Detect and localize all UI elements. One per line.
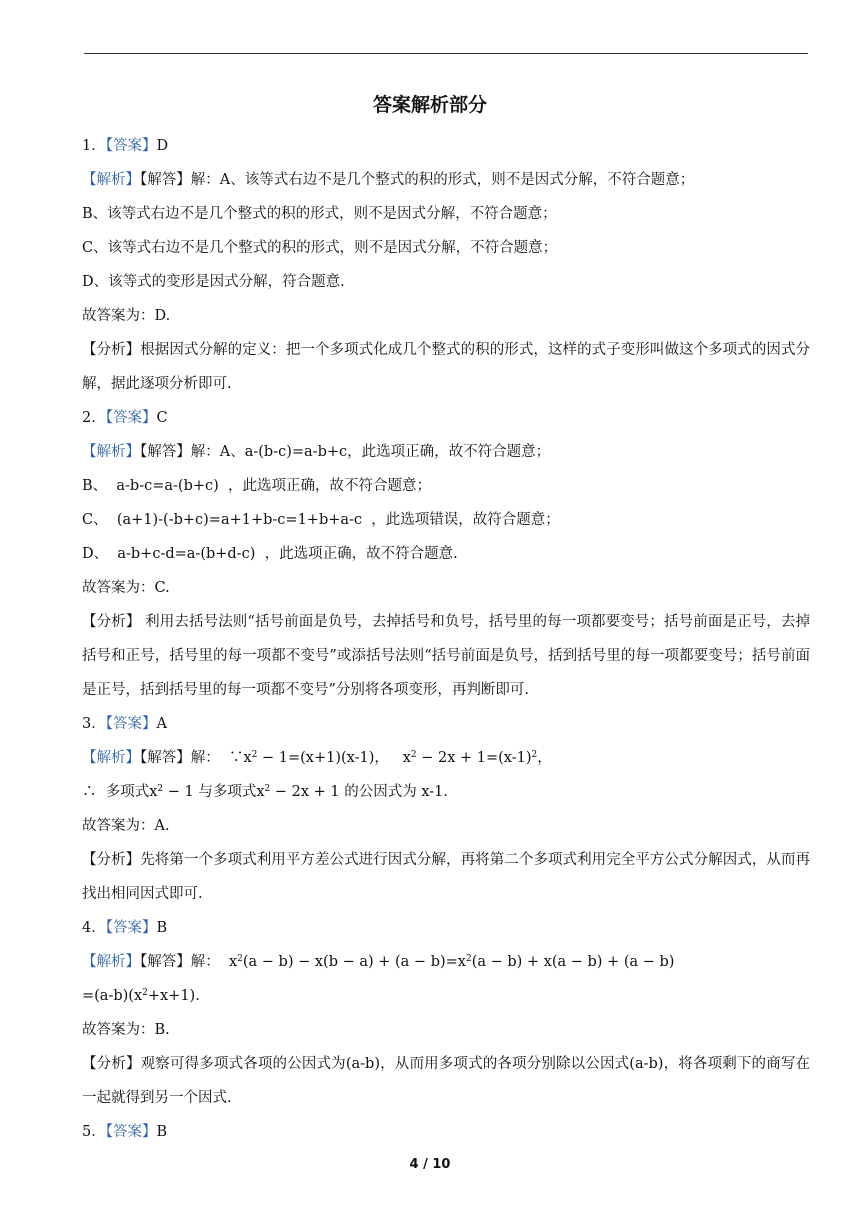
q1-analysis-text: 根据因式分解的定义：把一个多项式化成几个整式的积的形式，这样的式子变形叫做这个多项式的因式分解，据此逐项分析即可. [82, 342, 811, 392]
q3-line-2 [82, 775, 810, 809]
q1-line-1: 解：A、该等式右边不是几个整式的积的形式，则不是因式分解，不符合题意； [190, 172, 695, 188]
q2-solution-line [82, 435, 810, 469]
q3-formula-1d: ， [537, 750, 552, 766]
q5-number: 5． [82, 1124, 106, 1140]
answer-tag: 【答案】 [105, 1124, 157, 1140]
exponent: 2 [142, 988, 148, 998]
q2-line-3: C、 (a+1)-(-b+c)=a+1+b-c=1+b+a-c ，此选项错误，故符合题意； [82, 512, 560, 528]
q4-formula-1c: (a − b) + x(a − b) + (a − b) [471, 954, 675, 970]
q1-solution-line [82, 163, 810, 197]
fenxi-tag: 【分析】 [82, 1056, 141, 1072]
answer-tag: 【答案】 [105, 138, 157, 154]
exponent: 2 [237, 954, 243, 964]
q2-line-4: D、 a-b+c-d=a-(b+d-c) ，此选项正确，故不符合题意. [82, 546, 458, 562]
q4-solution-line [82, 945, 810, 979]
q4-line-3: 故答案为：B. [82, 1022, 170, 1038]
fenxi-tag: 【分析】 [82, 342, 141, 358]
answer-tag: 【答案】 [105, 920, 157, 936]
jiexi-tag: 【解析】 [82, 750, 140, 766]
q5-answer-line [82, 1115, 810, 1149]
jieda-tag: 【解答】 [140, 172, 191, 188]
exponent: 2 [157, 784, 164, 794]
q2-analysis-text: 利用去括号法则“括号前面是负号，去掉括号和负号，括号里的每一项都要变号；括号前面是正号，去掉括号和正号，括号里的每一项都不变号”或添括号法则“括号前面是负号，括到括号里的每一项都要变号；括号前面是正号，括到括号里的每一项都不变号”分别将各项变形，再判断即可. [82, 614, 810, 698]
q3-answer-line [82, 707, 810, 741]
q1-answer: D [156, 138, 169, 154]
answer-content [82, 129, 810, 1149]
q2-line-5: 故答案为：C. [82, 580, 170, 596]
q1-analysis [82, 333, 810, 401]
jiexi-tag: 【解析】 [82, 172, 140, 188]
q3-formula-1a: 解： ∵x [190, 750, 252, 766]
q4-analysis-text: 观察可得多项式各项的公因式为(a-b)，从而用多项式的各项分别除以公因式(a-b)，将各项剩下的商写在一起就得到另一个因式. [82, 1056, 811, 1106]
q5-answer: B [156, 1124, 168, 1140]
jieda-tag: 【解答】 [140, 750, 191, 766]
q2-answer-line [82, 401, 810, 435]
q3-number: 3． [82, 716, 106, 732]
q3-analysis [82, 843, 810, 911]
q2-answer: C [156, 410, 168, 426]
q3-formula-1c: − 2x + 1=(x-1) [416, 750, 532, 766]
jiexi-tag: 【解析】 [82, 444, 140, 460]
jieda-tag: 【解答】 [140, 444, 191, 460]
q4-line-2 [82, 979, 810, 1013]
page-title: 答案解析部分 [372, 94, 487, 116]
jieda-tag: 【解答】 [140, 954, 191, 970]
q2-line-1: 解：A、a-(b-c)=a-b+c，此选项正确，故不符合题意； [190, 444, 551, 460]
q3-formula-2b: − 1 与多项式x [163, 784, 265, 800]
q3-answer: A [156, 716, 167, 732]
q1-line-3: C、该等式右边不是几个整式的积的形式，则不是因式分解，不符合题意； [82, 240, 558, 256]
q2-number: 2． [82, 410, 106, 426]
answer-tag: 【答案】 [105, 410, 157, 426]
q3-formula-1b: − 1=(x+1)(x-1)， x [257, 750, 411, 766]
header-rule [84, 53, 808, 54]
q2-line-2: B、 a-b-c=a-(b+c) ，此选项正确，故不符合题意； [82, 478, 431, 494]
answer-tag: 【答案】 [105, 716, 157, 732]
exponent: 2 [410, 750, 417, 760]
q4-formula-2a: =(a-b)(x [82, 988, 143, 1004]
exponent: 2 [465, 954, 472, 964]
q4-answer-line [82, 911, 810, 945]
exponent: 2 [531, 750, 538, 760]
q3-solution-line [82, 741, 810, 775]
jiexi-tag: 【解析】 [82, 954, 140, 970]
q3-line-3: 故答案为：A. [82, 818, 170, 834]
q4-formula-1a: 解： x [190, 954, 238, 970]
q4-analysis [82, 1047, 810, 1115]
fenxi-tag: 【分析】 [82, 852, 141, 868]
q3-formula-2a: ∴ 多项式x [82, 784, 158, 800]
exponent: 2 [251, 750, 258, 760]
q4-answer: B [156, 920, 168, 936]
q2-analysis [82, 605, 810, 707]
q4-number: 4． [82, 920, 106, 936]
q4-formula-1b: (a − b) − x(b − a) + (a − b)=x [242, 954, 466, 970]
q1-answer-line [82, 129, 810, 163]
q3-formula-2c: − 2x + 1 的公因式为 x-1. [270, 784, 449, 800]
q4-formula-2b: +x+1). [147, 988, 200, 1004]
page-number: 4 / 10 [409, 1157, 451, 1172]
q1-line-5: 故答案为：D. [82, 308, 171, 324]
exponent: 2 [264, 784, 271, 794]
q3-analysis-text: 先将第一个多项式利用平方差公式进行因式分解，再将第二个多项式利用完全平方公式分解因式，从而再找出相同因式即可. [82, 852, 811, 902]
fenxi-tag: 【分析】 [82, 614, 141, 630]
q1-number: 1． [82, 138, 106, 154]
q1-line-4: D、该等式的变形是因式分解，符合题意. [82, 274, 345, 290]
q1-line-2: B、该等式右边不是几个整式的积的形式，则不是因式分解，不符合题意； [82, 206, 557, 222]
